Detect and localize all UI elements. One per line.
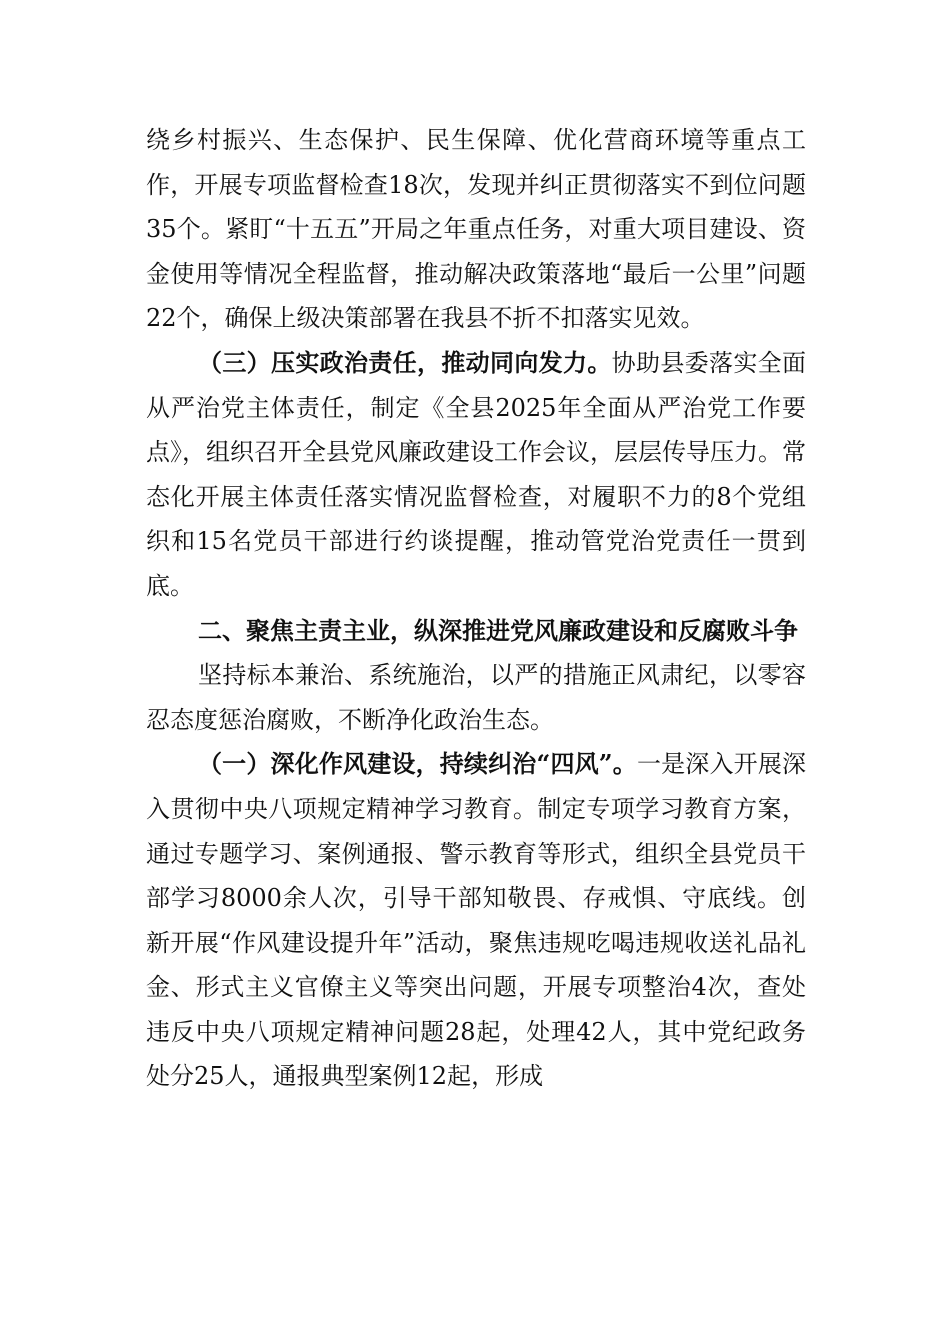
subsection-three-heading: （三）压实政治责任，推动同向发力。 <box>198 347 612 377</box>
section-two-intro-paragraph: 坚持标本兼治、系统施治，以严的措施正风肃纪，以零容忍态度惩治腐败，不断净化政治生态。 <box>146 661 806 734</box>
subsection-three-text: 协助县委落实全面从严治党主体责任，制定《全县2025年全面从严治党工作要点》，组织召开全县党风廉政建设工作会议，层层传导压力。常态化开展主体责任落实情况监督检查，对履职不力的8个党组织和15名党员干部进行约谈提醒，推动管党治党责任一贯到底。 <box>146 348 807 600</box>
section-two-heading: 二、聚焦主责主业，纵深推进党风廉政建设和反腐败斗争 <box>198 616 798 645</box>
document-body <box>146 118 806 1099</box>
continuation-paragraph: 绕乡村振兴、生态保护、民生保障、优化营商环境等重点工作，开展专项监督检查18次，发现并纠正贯彻落实不到位问题35个。紧盯“十五五”开局之年重点任务，对重大项目建设、资金使用等情况全程监督，推动解决政策落地“最后一公里”问题22个，确保上级决策部署在我县不折不扣落实见效。 <box>146 126 806 333</box>
subsection-three-paragraph <box>146 341 806 609</box>
subsection-one-paragraph <box>146 742 806 1099</box>
subsection-one-heading: （一）深化作风建设，持续纠治“四风”。 <box>198 749 637 779</box>
subsection-one-text: 一是深入开展深入贯彻中央八项规定精神学习教育。制定专项学习教育方案，通过专题学习、案例通报、警示教育等形式，组织全县党员干部学习8000余人次，引导干部知敬畏、存戒惧、守底线。创新开展“作风建设提升年”活动，聚焦违规吃喝违规收送礼品礼金、形式主义官僚主义等突出问题，开展专项整治4次，查处违反中央八项规定精神问题28起，处理42人，其中党纪政务处分25人，通报典型案例12起，形成 <box>146 750 807 1091</box>
